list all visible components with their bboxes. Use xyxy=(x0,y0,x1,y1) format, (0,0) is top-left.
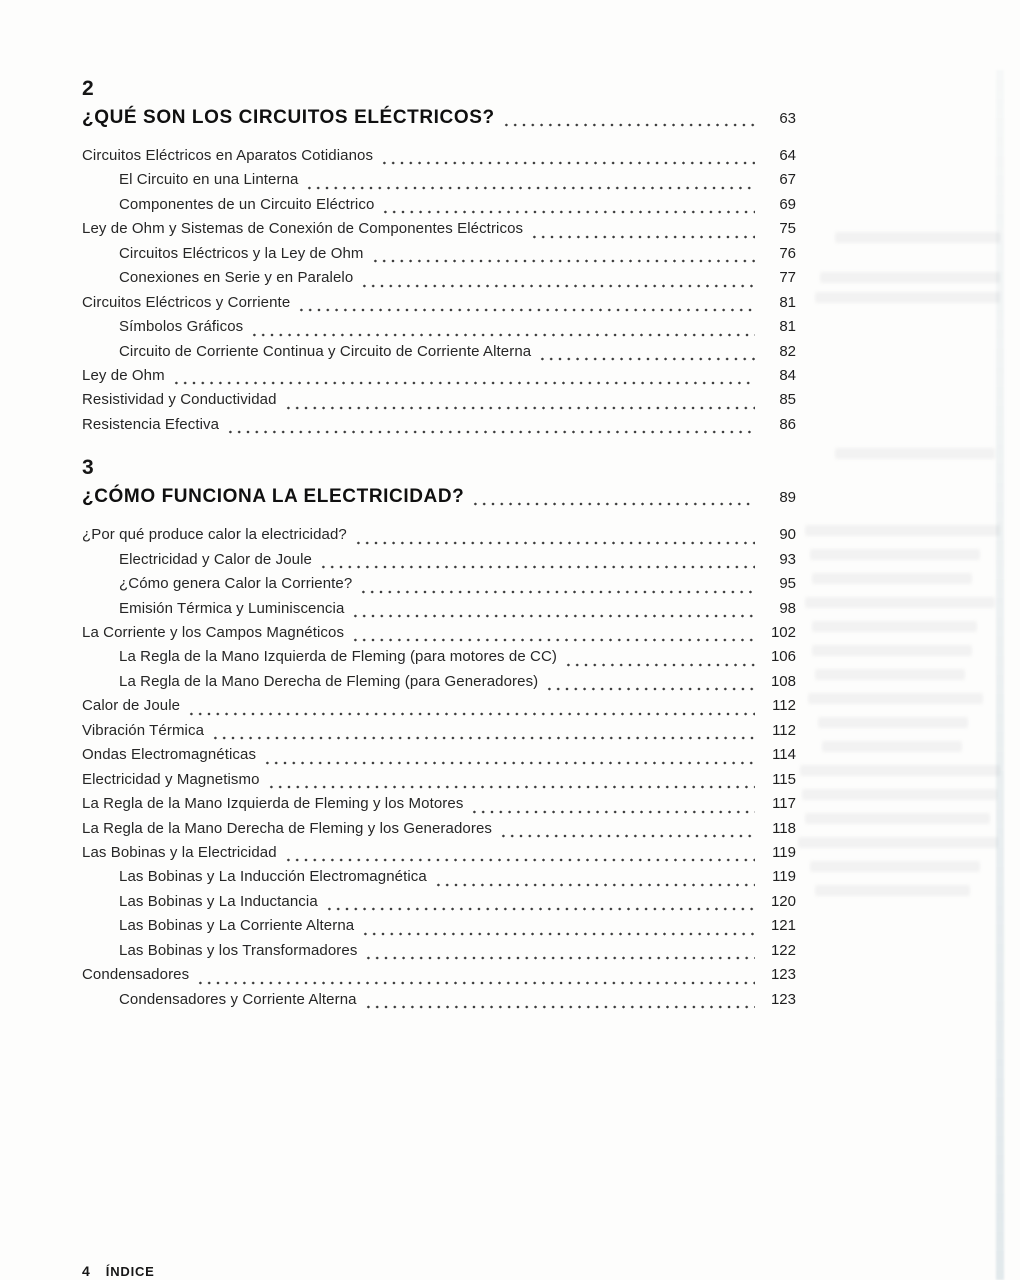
toc-entry-label: Ondas Electromagnéticas xyxy=(82,746,257,764)
chapter-title: ¿CÓMO FUNCIONA LA ELECTRICIDAD? xyxy=(82,486,465,508)
leader-dots xyxy=(172,379,755,387)
toc-section xyxy=(82,78,796,440)
leader-dots xyxy=(325,905,755,913)
toc-entry xyxy=(82,624,796,648)
toc-entry-page: 75 xyxy=(779,220,796,238)
leader-dots xyxy=(360,282,755,290)
toc-entry-page: 106 xyxy=(770,648,796,666)
bleed-through-line xyxy=(800,765,1000,776)
bleed-through-line xyxy=(798,837,998,848)
toc-entry xyxy=(82,269,796,293)
toc-entry-label: Ley de Ohm xyxy=(82,366,165,384)
toc-entry-page: 117 xyxy=(772,795,796,813)
toc-entry-label: Condensadores y Corriente Alterna xyxy=(119,990,357,1008)
toc-entry-page: 122 xyxy=(770,941,796,959)
toc-entry-label: La Regla de la Mano Izquierda de Fleming (para motores de CC) xyxy=(119,648,557,666)
leader-dots xyxy=(354,539,755,547)
leader-dots xyxy=(380,159,755,167)
chapter-heading xyxy=(82,107,796,134)
toc-entry-label: Las Bobinas y los Transformadores xyxy=(119,941,358,959)
bleed-through-line xyxy=(810,549,980,560)
chapter-heading xyxy=(82,486,796,513)
bleed-through-line xyxy=(815,292,1000,303)
toc-entry-page: 84 xyxy=(779,366,796,384)
bleed-through-line xyxy=(812,573,972,584)
leader-dots xyxy=(187,710,755,718)
leader-dots xyxy=(263,759,755,767)
chapter-page-number: 89 xyxy=(779,489,796,507)
toc-entry-label: Las Bobinas y La Corriente Alterna xyxy=(119,917,355,935)
bleed-through-line xyxy=(802,789,997,800)
leader-dots xyxy=(361,930,755,938)
toc-entry-label: Conexiones en Serie y en Paralelo xyxy=(119,269,354,287)
leader-dots xyxy=(359,588,755,596)
toc-entry-label: Ley de Ohm y Sistemas de Conexión de Componentes Eléctricos xyxy=(82,220,524,238)
toc-entry-page: 112 xyxy=(772,697,796,715)
leader-dots xyxy=(364,1003,755,1011)
toc-entry xyxy=(82,171,796,195)
toc-entry xyxy=(82,551,796,575)
toc-entry xyxy=(82,991,796,1015)
toc-entry xyxy=(82,697,796,721)
toc-entry xyxy=(82,795,796,819)
toc-entry xyxy=(82,147,796,171)
leader-dots xyxy=(502,121,755,129)
bleed-through-line xyxy=(835,232,1000,243)
toc-entry xyxy=(82,844,796,868)
toc-entry-page: 93 xyxy=(779,550,796,568)
toc-entry-page: 123 xyxy=(770,990,796,1008)
toc-entry-label: Las Bobinas y la Electricidad xyxy=(82,843,277,861)
toc-entry xyxy=(82,526,796,550)
toc-entry-page: 86 xyxy=(779,415,796,433)
bleed-through-line xyxy=(815,669,965,680)
leader-dots xyxy=(538,355,755,363)
toc-entry-label: Emisión Térmica y Luminiscencia xyxy=(119,599,345,617)
toc-entry xyxy=(82,868,796,892)
toc-entry xyxy=(82,318,796,342)
leader-dots xyxy=(196,979,755,987)
toc-entries xyxy=(82,147,796,440)
bleed-through-line xyxy=(818,717,968,728)
toc-entry-page: 102 xyxy=(770,624,796,641)
bleed-through-line xyxy=(820,272,1000,283)
leader-dots xyxy=(371,257,755,265)
toc-entry-label: Circuitos Eléctricos y Corriente xyxy=(82,293,291,311)
toc-entry-page: 118 xyxy=(772,819,796,837)
toc-entry-label: Calor de Joule xyxy=(82,697,181,715)
toc-entry-page: 90 xyxy=(779,526,796,544)
toc-entry-page: 98 xyxy=(779,599,796,617)
leader-dots xyxy=(564,661,755,669)
toc-entry xyxy=(82,648,796,672)
toc-entry-page: 82 xyxy=(779,342,796,360)
leader-dots xyxy=(267,783,755,791)
toc-entry xyxy=(82,600,796,624)
chapter-title: ¿QUÉ SON LOS CIRCUITOS ELÉCTRICOS? xyxy=(82,107,495,128)
toc-entry xyxy=(82,416,796,440)
toc-entry xyxy=(82,367,796,391)
toc-entry-label: Componentes de un Circuito Eléctrico xyxy=(119,195,375,213)
toc-entry-label: ¿Por qué produce calor la electricidad? xyxy=(82,526,347,544)
toc-entry xyxy=(82,196,796,220)
toc-entry-page: 76 xyxy=(779,244,796,262)
footer-page-number: 4 xyxy=(82,1263,90,1279)
leader-dots xyxy=(499,832,755,840)
toc-entry xyxy=(82,820,796,844)
leader-dots xyxy=(351,636,755,644)
toc-section xyxy=(82,457,796,1015)
toc-entry xyxy=(82,942,796,966)
toc-entry-label: Electricidad y Calor de Joule xyxy=(119,550,312,568)
bleed-through-line xyxy=(822,741,962,752)
toc-entry-page: 123 xyxy=(770,966,796,984)
toc-entry-page: 85 xyxy=(779,391,796,409)
scan-edge-artifact xyxy=(996,70,1004,1280)
toc-entry-page: 119 xyxy=(772,843,796,861)
toc-entry-page: 119 xyxy=(772,868,796,886)
bleed-through-line xyxy=(808,693,983,704)
bleed-through-line xyxy=(812,621,977,632)
chapter-number: 3 xyxy=(82,456,95,480)
toc-entry-label: La Regla de la Mano Derecha de Fleming y los Generadores xyxy=(82,819,492,837)
toc-entry xyxy=(82,245,796,269)
leader-dots xyxy=(226,428,755,436)
toc-entry-label: Las Bobinas y La Inductancia xyxy=(119,892,318,910)
leader-dots xyxy=(319,563,755,571)
toc-entry-page: 81 xyxy=(779,293,796,311)
toc-entries xyxy=(82,526,796,1015)
toc-entry xyxy=(82,575,796,599)
bleed-through-line xyxy=(805,597,995,608)
toc-entry-label: Circuito de Corriente Continua y Circuito de Corriente Alterna xyxy=(119,342,532,360)
footer-index-label: ÍNDICE xyxy=(105,1264,155,1279)
toc-entry-label: Circuitos Eléctricos en Aparatos Cotidianos xyxy=(82,147,374,164)
toc-entry-page: 69 xyxy=(779,195,796,213)
leader-dots xyxy=(284,404,755,412)
toc-entry-label: Símbolos Gráficos xyxy=(119,318,244,336)
bleed-through-line xyxy=(810,861,980,872)
toc-entry-label: Resistencia Efectiva xyxy=(82,415,220,433)
leader-dots xyxy=(545,685,755,693)
bleed-through-line xyxy=(805,813,990,824)
leader-dots xyxy=(211,734,755,742)
toc-entry xyxy=(82,220,796,244)
toc-entry-label: La Regla de la Mano Derecha de Fleming (para Generadores) xyxy=(119,672,539,690)
leader-dots xyxy=(364,954,755,962)
toc-entry-page: 108 xyxy=(770,672,796,690)
leader-dots xyxy=(351,612,755,620)
toc-entry xyxy=(82,917,796,941)
toc-entry-page: 120 xyxy=(770,892,796,910)
toc-entry xyxy=(82,294,796,318)
toc-entry-label: Las Bobinas y La Inducción Electromagnética xyxy=(119,868,427,886)
toc-entry-label: Vibración Térmica xyxy=(82,721,205,739)
bleed-through-line xyxy=(805,525,1000,536)
page-footer xyxy=(82,1263,155,1279)
toc-entry-label: La Regla de la Mano Izquierda de Fleming y los Motores xyxy=(82,795,464,813)
toc-entry-page: 64 xyxy=(779,147,796,164)
toc-entry-label: ¿Cómo genera Calor la Corriente? xyxy=(119,575,353,593)
toc-entry-label: Resistividad y Conductividad xyxy=(82,391,277,409)
toc-entry-page: 121 xyxy=(770,917,796,935)
toc-entry-page: 77 xyxy=(779,269,796,287)
toc-entry-page: 95 xyxy=(779,575,796,593)
toc-entry-label: Circuitos Eléctricos y la Ley de Ohm xyxy=(119,244,364,262)
toc-entry-page: 112 xyxy=(772,721,796,739)
leader-dots xyxy=(284,856,755,864)
table-of-contents xyxy=(82,78,796,1019)
toc-entry xyxy=(82,771,796,795)
toc-entry-page: 115 xyxy=(772,770,796,788)
leader-dots xyxy=(305,184,755,192)
toc-entry-page: 114 xyxy=(772,746,796,764)
toc-entry xyxy=(82,673,796,697)
leader-dots xyxy=(470,808,755,816)
chapter-number: 2 xyxy=(82,77,95,100)
toc-entry-page: 67 xyxy=(779,171,796,189)
toc-entry-label: Condensadores xyxy=(82,966,190,984)
toc-entry-page: 81 xyxy=(779,318,796,336)
leader-dots xyxy=(471,500,755,508)
toc-entry xyxy=(82,893,796,917)
chapter-page-number: 63 xyxy=(779,110,796,127)
toc-entry-label: La Corriente y los Campos Magnéticos xyxy=(82,624,345,641)
leader-dots xyxy=(297,306,755,314)
leader-dots xyxy=(381,208,755,216)
bleed-through-line xyxy=(835,448,995,459)
leader-dots xyxy=(434,881,755,889)
toc-entry xyxy=(82,343,796,367)
toc-entry xyxy=(82,746,796,770)
toc-entry-label: Electricidad y Magnetismo xyxy=(82,770,260,788)
toc-entry xyxy=(82,722,796,746)
leader-dots xyxy=(530,233,755,241)
bleed-through-line xyxy=(815,885,970,896)
leader-dots xyxy=(250,331,755,339)
bleed-through-line xyxy=(812,645,972,656)
toc-entry-label: El Circuito en una Linterna xyxy=(119,171,299,189)
toc-entry xyxy=(82,391,796,415)
toc-entry xyxy=(82,966,796,990)
